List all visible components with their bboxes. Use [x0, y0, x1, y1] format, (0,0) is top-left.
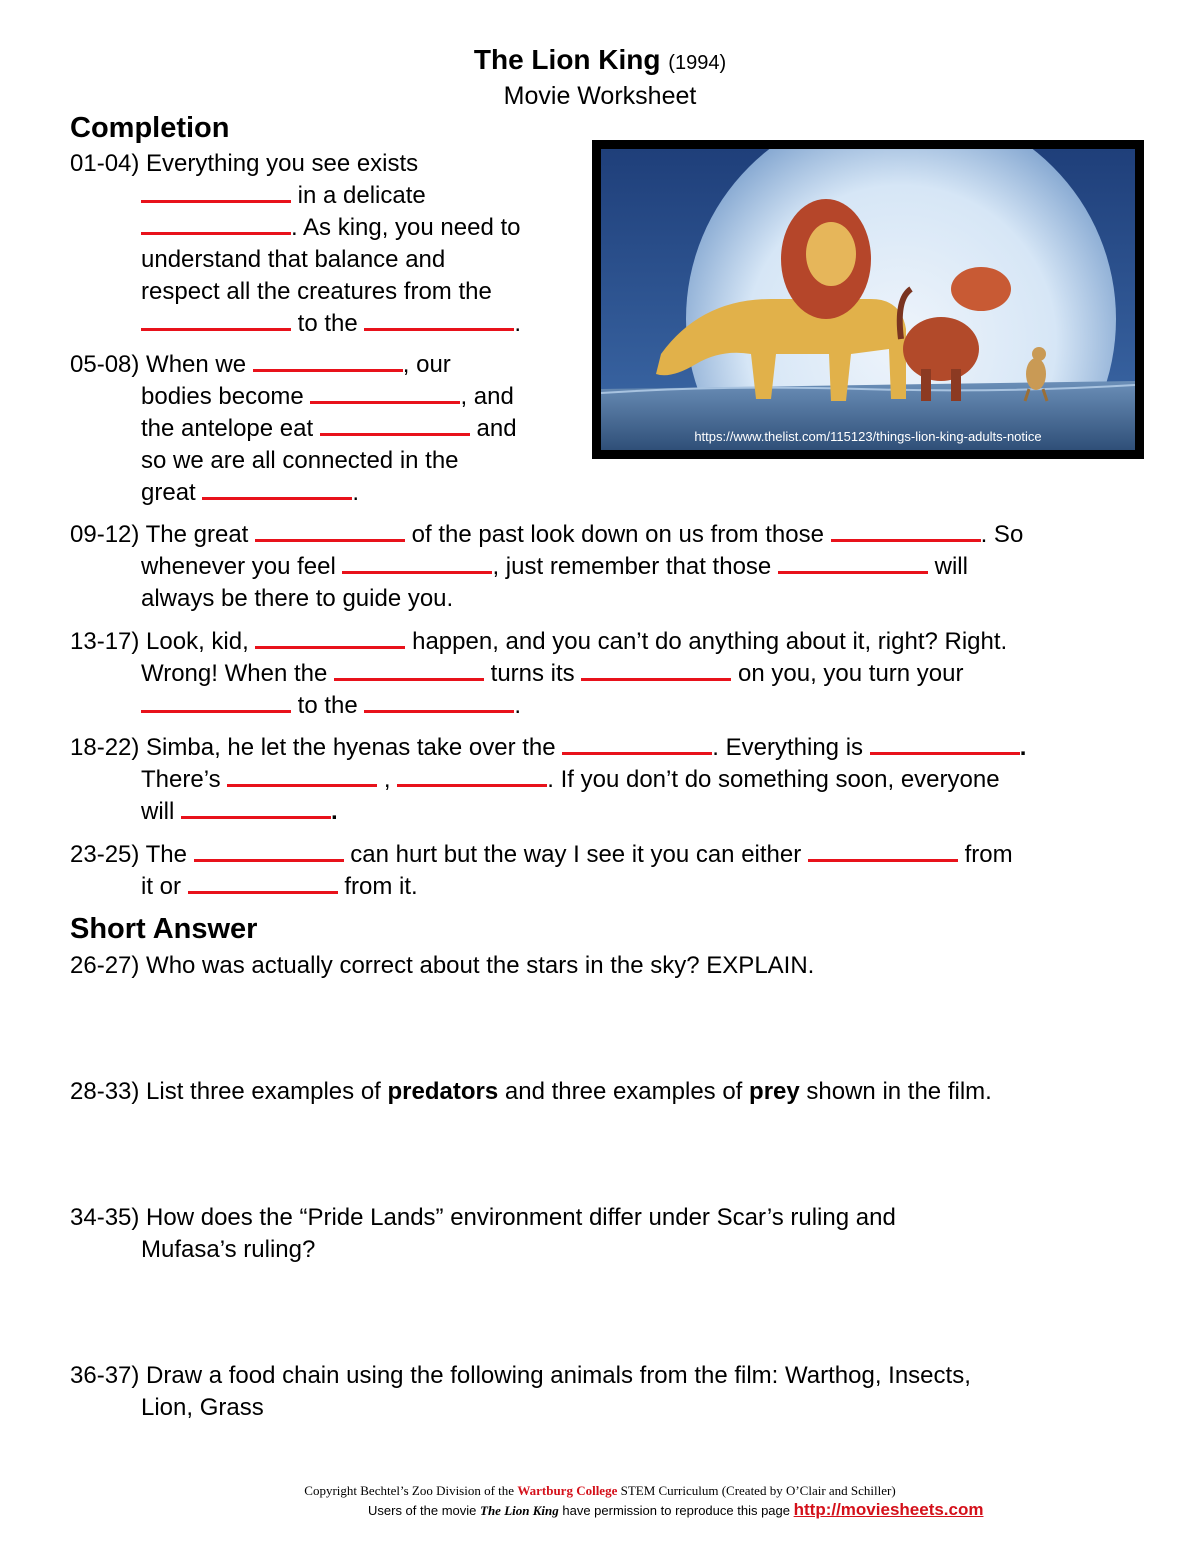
answer-blank[interactable]	[310, 381, 460, 404]
answer-blank[interactable]	[141, 308, 291, 331]
question-36-37: 36-37) Draw a food chain using the following animals from the film: Warthog, Insects, Lion, Grass	[70, 1362, 971, 1421]
answer-blank[interactable]	[202, 477, 352, 500]
answer-blank[interactable]	[255, 626, 405, 649]
section-short-answer: Short Answer	[70, 913, 258, 945]
answer-blank[interactable]	[581, 658, 731, 681]
movie-still-image	[592, 140, 1144, 459]
page-subtitle: Movie Worksheet	[503, 82, 697, 110]
answer-blank[interactable]	[870, 732, 1020, 755]
question-05-08: 05-08) When we , our bodies become , and the antelope eat and so we are all connected in the great .	[70, 351, 517, 506]
section-completion: Completion	[70, 112, 230, 144]
answer-blank[interactable]	[364, 308, 514, 331]
question-34-35: 34-35) How does the “Pride Lands” environment differ under Scar’s ruling and Mufasa’s ruling?	[70, 1204, 896, 1263]
answer-blank[interactable]	[181, 796, 331, 819]
lion-king-illustration	[601, 149, 1135, 450]
image-caption: https://www.thelist.com/115123/things-lion-king-adults-notice	[694, 429, 1042, 444]
answer-blank[interactable]	[194, 839, 344, 862]
answer-blank[interactable]	[253, 349, 403, 372]
page-title: The Lion King (1994)	[473, 44, 727, 75]
answer-blank[interactable]	[188, 871, 338, 894]
answer-blank[interactable]	[831, 519, 981, 542]
answer-blank[interactable]	[141, 690, 291, 713]
answer-blank[interactable]	[397, 764, 547, 787]
question-01-04: 01-04) Everything you see exists in a delicate . As king, you need to understand that balance and respect all the creatures from the to the .	[70, 150, 522, 337]
question-13-17: 13-17) Look, kid, happen, and you can’t do anything about it, right? Right. Wrong! When the turns its on you, you turn your to the .	[70, 628, 1008, 719]
title-year: (1994)	[668, 52, 727, 74]
question-18-22: 18-22) Simba, he let the hyenas take over the . Everything is . There’s , . If you don’t do something soon, everyone will .	[70, 734, 1027, 825]
question-26-27: 26-27) Who was actually correct about the stars in the sky? EXPLAIN.	[70, 952, 815, 979]
answer-blank[interactable]	[778, 551, 928, 574]
answer-blank[interactable]	[334, 658, 484, 681]
answer-blank[interactable]	[141, 212, 291, 235]
answer-blank[interactable]	[342, 551, 492, 574]
copyright-line: Copyright Bechtel’s Zoo Division of the Wartburg College STEM Curriculum (Created by O’Clair and Schiller)	[304, 1483, 896, 1498]
answer-blank[interactable]	[808, 839, 958, 862]
answer-blank[interactable]	[562, 732, 712, 755]
answer-blank[interactable]	[255, 519, 405, 542]
answer-blank[interactable]	[364, 690, 514, 713]
answer-blank[interactable]	[141, 180, 291, 203]
answer-blank[interactable]	[320, 413, 470, 436]
answer-blank[interactable]	[227, 764, 377, 787]
permission-line: Users of the movie The Lion King have permission to reproduce this page http://moviesheets.com	[368, 1500, 984, 1519]
question-09-12: 09-12) The great of the past look down on us from those . So whenever you feel , just remember that those will always be there to guide you.	[70, 521, 1024, 612]
question-23-25: 23-25) The can hurt but the way I see it you can either from it or from it.	[70, 841, 1013, 900]
question-28-33: 28-33) List three examples of predators and three examples of prey shown in the film.	[70, 1078, 992, 1105]
moviesheets-link[interactable]: http://moviesheets.com	[793, 1500, 984, 1519]
